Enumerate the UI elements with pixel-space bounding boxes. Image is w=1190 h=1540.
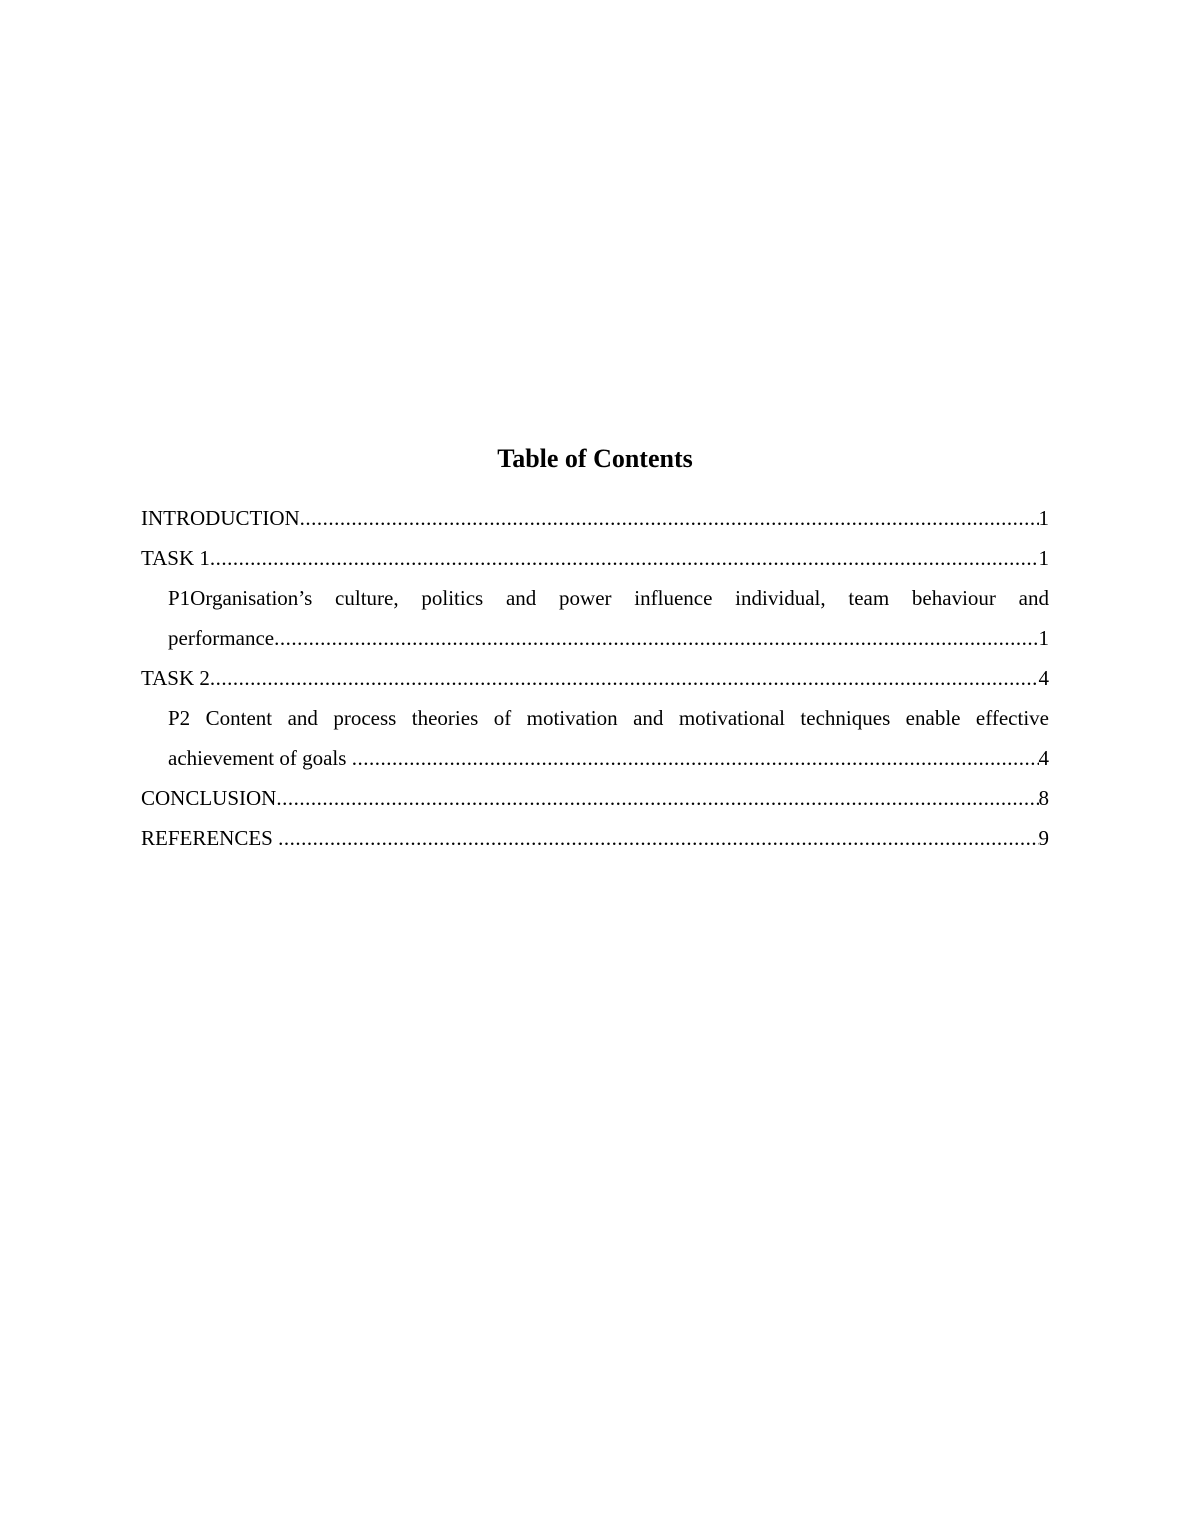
toc-entry-p2[interactable]: [141, 698, 1049, 778]
toc-page-number: 9: [1038, 826, 1049, 850]
toc-entry-task-1[interactable]: [141, 538, 1049, 578]
toc-entry-line: [141, 538, 1049, 578]
dot-leader: [278, 818, 1038, 858]
toc-entry-introduction[interactable]: [141, 498, 1049, 538]
dot-leader: [300, 498, 1039, 538]
toc-entry-references[interactable]: [141, 818, 1049, 858]
toc-entry-title-line-1: P1Organisation’s culture, politics and power influence individual, team behaviour and: [168, 586, 1049, 610]
toc-entry-task-2[interactable]: [141, 658, 1049, 698]
toc-page-number: 1: [1038, 506, 1049, 530]
toc-entry-line: [168, 738, 1049, 778]
toc-page-number: 4: [1038, 746, 1049, 770]
toc-entry-title: TASK 2: [141, 666, 210, 690]
toc-entry-title-line-2: performance: [168, 626, 275, 650]
toc-entry-title: CONCLUSION: [141, 786, 277, 810]
toc-entry-title-line-2: achievement of goals: [168, 746, 352, 770]
toc-page-number: 4: [1038, 666, 1049, 690]
toc-page-number: 1: [1038, 546, 1049, 570]
toc-page-number: 1: [1038, 626, 1049, 650]
toc-entry-title-line-1: P2 Content and process theories of motivation and motivational techniques enable effective: [168, 706, 1049, 730]
table-of-contents: [141, 440, 1049, 858]
dot-leader: [276, 778, 1038, 818]
toc-entry-title: INTRODUCTION: [141, 506, 300, 530]
toc-entry-line: [141, 658, 1049, 698]
toc-entry-title: TASK 1: [141, 546, 210, 570]
dot-leader: [210, 538, 1039, 578]
toc-entry-line: [168, 618, 1049, 658]
toc-entry-line: [141, 818, 1049, 858]
toc-title: Table of Contents: [497, 444, 693, 473]
dot-leader: [210, 658, 1039, 698]
dot-leader: [274, 618, 1038, 658]
toc-entry-p1[interactable]: [141, 578, 1049, 658]
toc-entry-line: [141, 498, 1049, 538]
toc-entry-line: [141, 778, 1049, 818]
toc-list: [141, 498, 1049, 858]
toc-page-number: 8: [1038, 786, 1049, 810]
toc-entry-title: REFERENCES: [141, 826, 279, 850]
dot-leader: [352, 738, 1039, 778]
toc-entry-conclusion[interactable]: [141, 778, 1049, 818]
